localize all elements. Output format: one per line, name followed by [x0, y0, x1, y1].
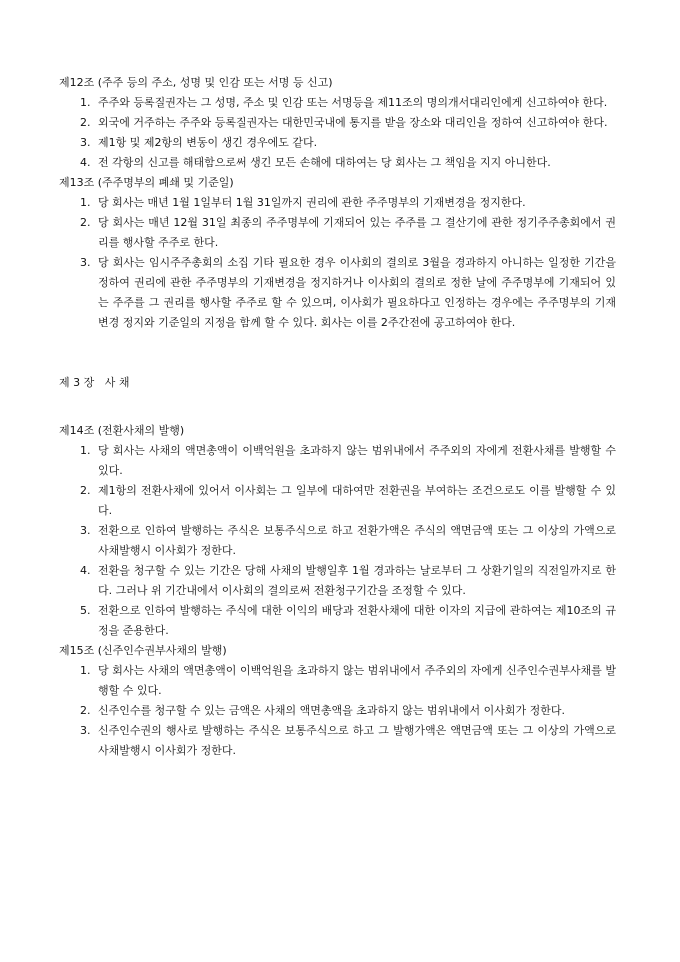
article — [0, 73, 680, 173]
article-items — [0, 441, 680, 641]
clause-item — [80, 441, 616, 481]
chapter-heading: 제 3 장 사 채 — [59, 376, 130, 389]
clause-number: 2. — [80, 704, 91, 717]
clause-item — [80, 561, 616, 601]
clause-text: 당 회사는 사채의 액면총액이 이백억원을 초과하지 않는 범위내에서 주주외의 자에게 신주인수권부사채를 발행할 수 있다. — [98, 664, 616, 697]
clause-number: 2. — [80, 216, 91, 229]
article-title: 제14조 (전환사채의 발행) — [59, 424, 185, 437]
clause-text: 당 회사는 사채의 액면총액이 이백억원을 초과하지 않는 범위내에서 주주외의 자에게 전환사채를 발행할 수 있다. — [98, 444, 616, 477]
clause-item — [80, 113, 616, 133]
clause-text: 전환으로 인하여 발행하는 주식은 보통주식으로 하고 전환가액은 주식의 액면금액 또는 그 이상의 가액으로 사채발행시 이사회가 정한다. — [98, 524, 616, 557]
articles-section-a — [0, 73, 680, 333]
clause-text: 전환을 청구할 수 있는 기간은 당해 사채의 발행일후 1월 경과하는 날로부터 그 상환기일의 직전일까지로 한다. 그러나 위 기간내에서 이사회의 결의로써 전환청구기간을 조정할 수 있다. — [98, 564, 616, 597]
clause-number: 1. — [80, 96, 91, 109]
clause-number: 3. — [80, 256, 91, 269]
clause-item — [80, 601, 616, 641]
clause-text: 제1항 및 제2항의 변동이 생긴 경우에도 같다. — [98, 136, 318, 149]
clause-item — [80, 521, 616, 561]
clause-text: 신주인수를 청구할 수 있는 금액은 사채의 액면총액을 초과하지 않는 범위내에서 이사회가 정한다. — [98, 704, 565, 717]
clause-number: 2. — [80, 116, 91, 129]
article-title: 제15조 (신주인수권부사채의 발행) — [59, 644, 227, 657]
clause-item — [80, 661, 616, 701]
clause-item — [80, 93, 616, 113]
clause-text: 전 각항의 신고를 해태함으로써 생긴 모든 손해에 대하여는 당 회사는 그 책임을 지지 아니한다. — [98, 156, 551, 169]
clause-number: 4. — [80, 564, 91, 577]
clause-number: 2. — [80, 484, 91, 497]
clause-text: 주주와 등록질권자는 그 성명, 주소 및 인감 또는 서명등을 제11조의 명의개서대리인에게 신고하여야 한다. — [98, 96, 608, 109]
clause-text: 당 회사는 임시주주총회의 소집 기타 필요한 경우 이사회의 결의로 3월을 경과하지 아니하는 일정한 기간을 정하여 권리에 관한 주주명부의 기재변경을 정지하거나 이사회의 결의로 정한 날에 주주명부에 기재되어 있는 주주를 그 권리를 행사할 주주로 할 수 있으며, 이사회가 필요하다고 인정하는 경우에는 주주명부의 기재변경 정지와 기준일의 지정을 함께 할 수 있다. 회사는 이를 2주간전에 공고하여야 한다. — [98, 256, 616, 329]
article-items — [0, 661, 680, 761]
clause-text: 신주인수권의 행사로 발행하는 주식은 보통주식으로 하고 그 발행가액은 액면금액 또는 그 이상의 가액으로 사채발행시 이사회가 정한다. — [98, 724, 616, 757]
clause-text: 당 회사는 매년 12월 31일 최종의 주주명부에 기재되어 있는 주주를 그 결산기에 관한 정기주주총회에서 권리를 행사할 주주로 한다. — [98, 216, 616, 249]
clause-item — [80, 213, 616, 253]
clause-item — [80, 153, 616, 173]
clause-item — [80, 481, 616, 521]
article-title: 제13조 (주주명부의 폐쇄 및 기준일) — [59, 176, 234, 189]
article-title: 제12조 (주주 등의 주소, 성명 및 인감 또는 서명 등 신고) — [59, 76, 333, 89]
clause-text: 전환으로 인하여 발행하는 주식에 대한 이익의 배당과 전환사채에 대한 이자의 지급에 관하여는 제10조의 규정을 준용한다. — [98, 604, 616, 637]
article — [0, 641, 680, 761]
clause-number: 1. — [80, 196, 91, 209]
article-items — [0, 93, 680, 173]
article — [0, 421, 680, 641]
clause-number: 1. — [80, 664, 91, 677]
clause-text: 당 회사는 매년 1월 1일부터 1월 31일까지 권리에 관한 주주명부의 기재변경을 정지한다. — [98, 196, 526, 209]
clause-item — [80, 253, 616, 333]
clause-text: 외국에 거주하는 주주와 등록질권자는 대한민국내에 통지를 받을 장소와 대리인을 정하여 신고하여야 한다. — [98, 116, 608, 129]
articles-section-b — [0, 421, 680, 761]
article-items — [0, 193, 680, 333]
clause-item — [80, 701, 616, 721]
clause-number: 1. — [80, 444, 91, 457]
clause-text: 제1항의 전환사채에 있어서 이사회는 그 일부에 대하여만 전환권을 부여하는 조건으로도 이를 발행할 수 있다. — [98, 484, 616, 517]
clause-number: 3. — [80, 524, 91, 537]
clause-item — [80, 721, 616, 761]
clause-item — [80, 133, 616, 153]
article — [0, 173, 680, 333]
clause-number: 5. — [80, 604, 91, 617]
clause-number: 3. — [80, 724, 91, 737]
clause-item — [80, 193, 616, 213]
clause-number: 4. — [80, 156, 91, 169]
clause-number: 3. — [80, 136, 91, 149]
